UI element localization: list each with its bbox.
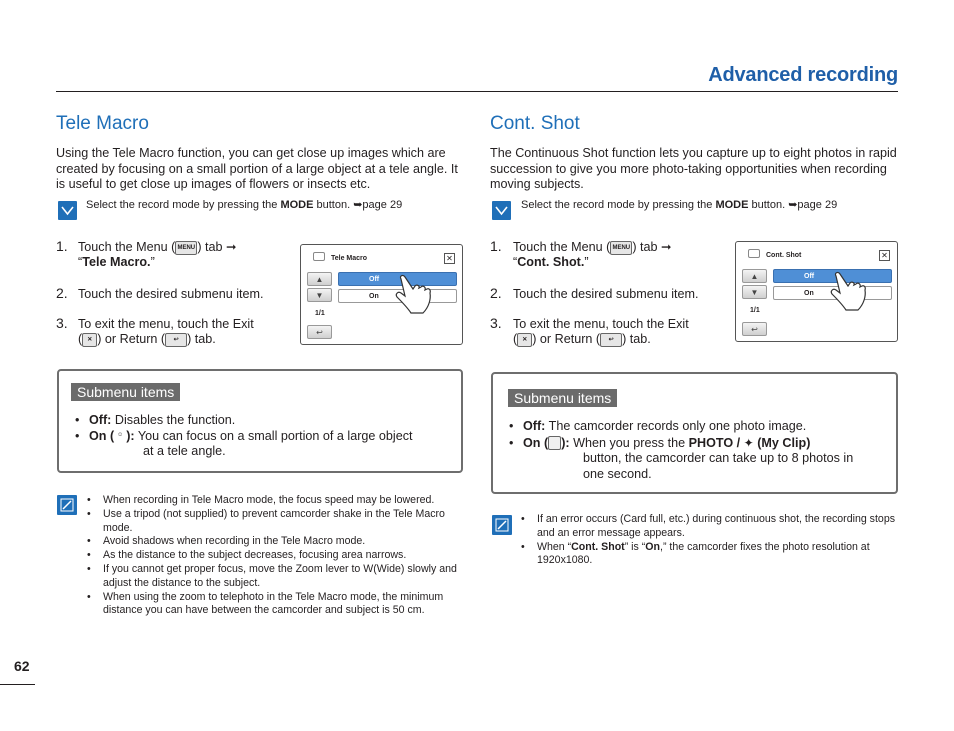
cont-shot-intro: The Continuous Shot function lets you capture up to eight photos in rapid succession to give you more photo-taking opportunities when recording moving subjects. — [490, 146, 897, 191]
page-number: 62 — [14, 658, 30, 674]
note-item: • If an error occurs (Card full, etc.) during continuous shot, the recording stops and an error message appears. — [517, 513, 897, 541]
camera-mode-icon — [313, 252, 325, 261]
note-item: • When “Cont. Shot” is “On,” the camcorder fixes the photo resolution at 1920x1080. — [517, 541, 897, 569]
page-indicator: 1/1 — [750, 307, 760, 314]
cont-shot-icon — [548, 436, 561, 450]
footer-divider — [0, 684, 35, 685]
return-button[interactable]: ↩ — [742, 322, 767, 336]
step-1: Touch the Menu ( MENU ) tab ➞ “Cont. Shot.” — [513, 240, 672, 269]
tele-macro-prereq: Select the record mode by pressing the MODE button. ➥page 29 — [86, 199, 403, 211]
tele-macro-submenu-box — [57, 369, 463, 473]
return-icon: ↩ — [165, 333, 187, 347]
menu-icon: MENU — [610, 241, 632, 255]
check-icon — [492, 201, 511, 220]
cont-shot-prereq: Select the record mode by pressing the MODE button. ➥page 29 — [521, 199, 838, 211]
hand-pointer-icon — [828, 270, 873, 314]
scroll-up-button[interactable]: ▲ — [742, 269, 767, 283]
scroll-down-button[interactable]: ▼ — [742, 285, 767, 299]
scroll-down-button[interactable]: ▼ — [307, 288, 332, 302]
submenu-list — [71, 413, 456, 460]
exit-icon: ✕ — [517, 333, 532, 347]
submenu-label: Submenu items — [71, 383, 180, 401]
close-icon[interactable]: ✕ — [444, 253, 455, 264]
note-item: • Avoid shadows when recording in the Tele Macro mode. — [83, 535, 458, 549]
step-3: To exit the menu, touch the Exit ( ✕ ) or Return ( ↩ ) tab. — [513, 317, 689, 346]
check-icon — [58, 201, 77, 220]
step-2: Touch the desired submenu item. — [513, 287, 699, 301]
note-icon — [57, 495, 77, 515]
cont-shot-notes — [517, 513, 897, 568]
tele-macro-title: Tele Macro — [56, 113, 149, 134]
submenu-item-off: • Off: Disables the function. — [71, 413, 456, 429]
option-off[interactable]: Off — [338, 272, 457, 286]
tele-macro-screen — [300, 244, 463, 345]
return-button[interactable]: ↩ — [307, 325, 332, 339]
option-off[interactable]: Off — [773, 269, 892, 283]
scroll-up-button[interactable]: ▲ — [307, 272, 332, 286]
exit-icon: ✕ — [82, 333, 97, 347]
option-on[interactable]: On — [773, 286, 892, 300]
close-icon[interactable]: ✕ — [879, 250, 890, 261]
submenu-label: Submenu items — [508, 389, 617, 407]
step-1: Touch the Menu ( MENU ) tab ➞ “Tele Macro.” — [78, 240, 237, 269]
submenu-item-on: • On ( ☺ ): You can focus on a small portion of a large object at a tele angle. — [71, 429, 456, 460]
my-clip-icon: ✦ — [743, 435, 754, 450]
note-item: • If you cannot get proper focus, move the Zoom lever to W(Wide) slowly and adjust the distance to the subject. — [83, 563, 458, 591]
cont-shot-title: Cont. Shot — [490, 113, 580, 134]
tele-macro-icon: ☺ — [117, 432, 124, 439]
note-item: • As the distance to the subject decreases, focusing area narrows. — [83, 549, 458, 563]
cont-shot-screen — [735, 241, 898, 342]
step-2: Touch the desired submenu item. — [78, 287, 264, 301]
note-item: • Use a tripod (not supplied) to prevent camcorder shake in the Tele Macro mode. — [83, 508, 458, 536]
cont-shot-steps: 1. Touch the Menu ( MENU ) tab ➞ “Cont. Shot.” 2. Touch the desired submenu item. 3. To exit the menu, touch the Exit ( ✕ ) or Return ( ↩ ) tab. — [490, 238, 730, 348]
return-icon: ↩ — [600, 333, 622, 347]
tele-macro-steps: 1. Touch the Menu ( MENU ) tab ➞ “Tele Macro.” 2. Touch the desired submenu item. 3. To exit the menu, touch the Exit ( ✕ ) or Return ( ↩ ) tab. — [56, 238, 296, 348]
page-indicator: 1/1 — [315, 310, 325, 317]
option-on[interactable]: On — [338, 289, 457, 303]
note-item: • When using the zoom to telephoto in the Tele Macro mode, the minimum distance you can have between the camcorder and subject is 50 cm. — [83, 591, 458, 619]
menu-icon: MENU — [175, 241, 197, 255]
tele-macro-intro: Using the Tele Macro function, you can get close up images which are created by focusing on a small portion of a large object at a tele angle. It is useful to get close up images of flowers or insects etc. — [56, 146, 458, 191]
header-divider — [56, 91, 898, 92]
hand-pointer-icon — [393, 273, 438, 317]
screen-title: Tele Macro — [331, 255, 368, 262]
note-item: • When recording in Tele Macro mode, the focus speed may be lowered. — [83, 494, 458, 508]
submenu-list — [505, 419, 895, 482]
page-header-title: Advanced recording — [708, 64, 898, 86]
submenu-item-off: • Off: The camcorder records only one photo image. — [505, 419, 895, 435]
cont-shot-submenu-box — [491, 372, 898, 494]
tele-macro-notes — [83, 494, 458, 618]
note-icon — [492, 515, 512, 535]
screen-title: Cont. Shot — [766, 252, 802, 259]
camera-mode-icon — [748, 249, 760, 258]
submenu-item-on: • On ( ): When you press the PHOTO / ✦ (My Clip) button, the camcorder can take up to 8 photos in one second. — [505, 436, 895, 483]
step-3: To exit the menu, touch the Exit ( ✕ ) or Return ( ↩ ) tab. — [78, 317, 254, 346]
